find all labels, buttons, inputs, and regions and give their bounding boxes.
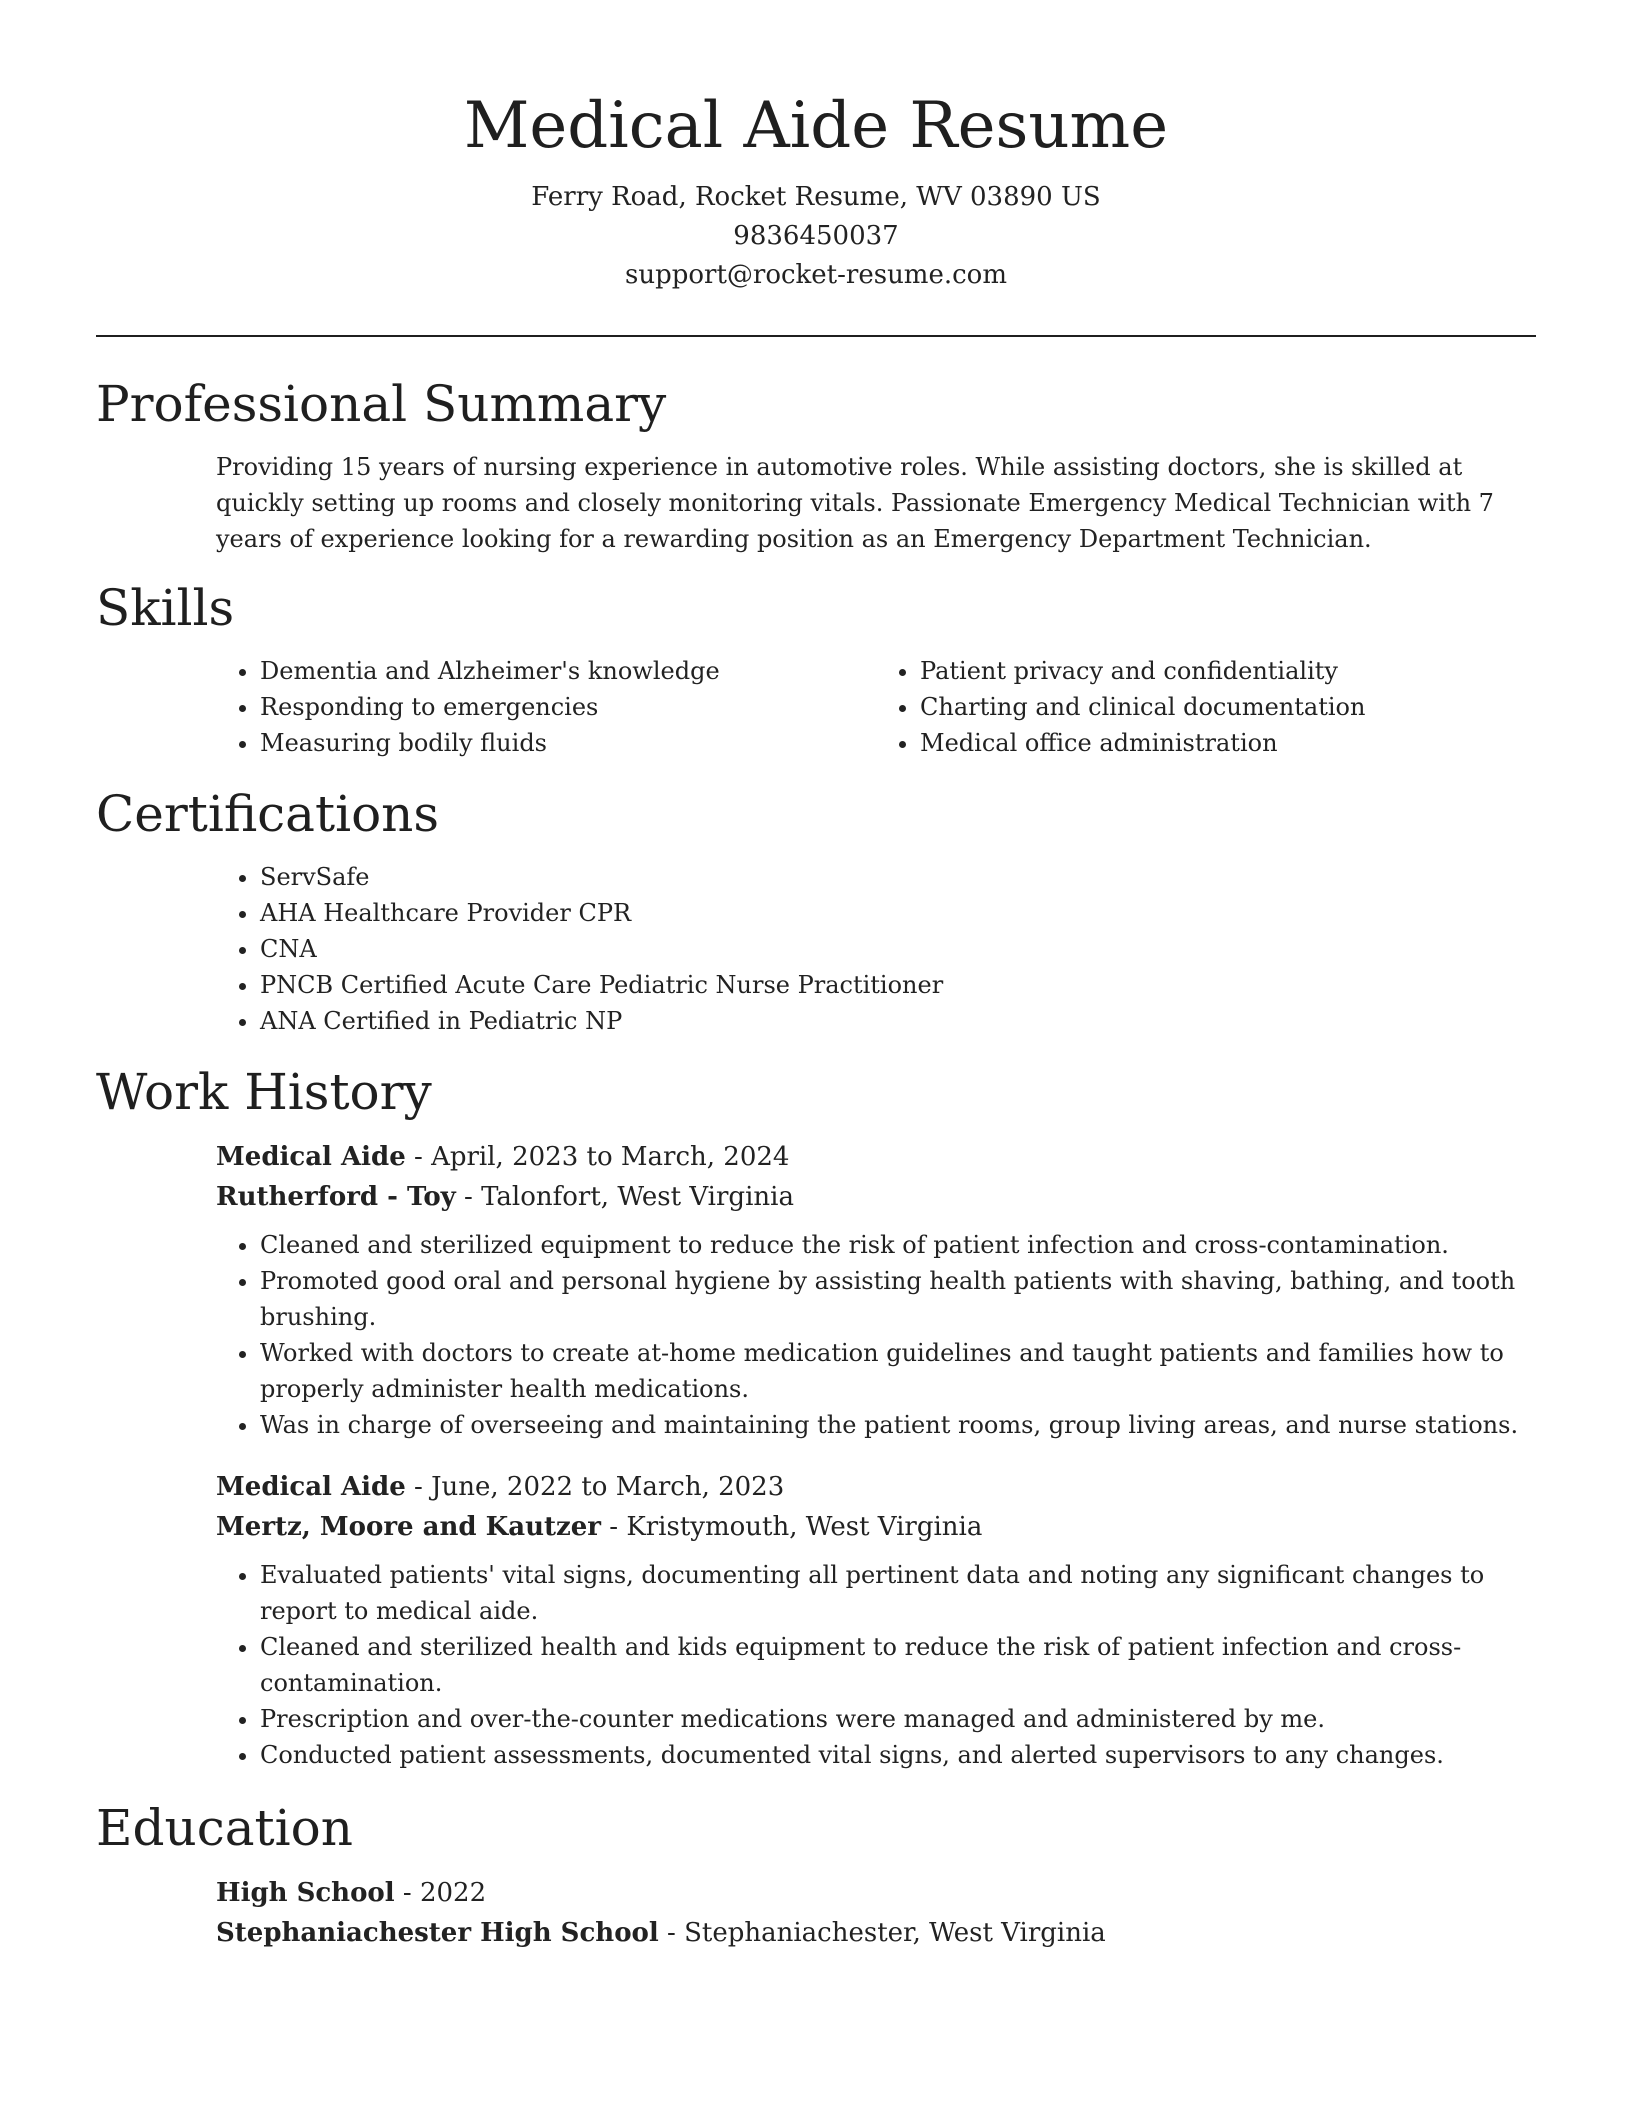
resume-header <box>96 0 1536 295</box>
certification-item: • CNA <box>260 931 1536 967</box>
job-bullet: • Prescription and over-the-counter medications were managed and administered by me. <box>260 1701 1536 1737</box>
job-company-line <box>216 1177 1536 1217</box>
skill-item: • Medical office administration <box>920 725 1536 761</box>
header-divider <box>96 335 1536 337</box>
job-entry <box>216 1467 1536 1773</box>
skills-grid <box>216 653 1536 761</box>
skills-list-left <box>216 653 876 761</box>
skill-item: • Charting and clinical documentation <box>920 689 1536 725</box>
contact-address: Ferry Road, Rocket Resume, WV 03890 US <box>531 182 1101 212</box>
skills-section <box>96 577 1536 761</box>
job-location: - Talonfort, West Virginia <box>455 1182 794 1212</box>
education-year: - 2022 <box>394 1878 487 1908</box>
job-bullets <box>216 1227 1536 1443</box>
certifications-list <box>216 859 1536 1039</box>
skills-list-right <box>876 653 1536 761</box>
work-history-body <box>216 1137 1536 1773</box>
certifications-heading: Certifications <box>96 785 440 843</box>
job-entry <box>216 1137 1536 1443</box>
job-location: - Kristymouth, West Virginia <box>601 1512 983 1542</box>
work-history-heading: Work History <box>96 1063 432 1121</box>
contact-phone: 9836450037 <box>733 221 899 251</box>
education-heading: Education <box>96 1799 353 1857</box>
certification-item: • AHA Healthcare Provider CPR <box>260 895 1536 931</box>
job-company: Rutherford - Toy <box>216 1182 456 1212</box>
summary-heading: Professional Summary <box>96 375 667 433</box>
education-degree-line <box>216 1873 1536 1913</box>
certifications-body <box>216 859 1536 1039</box>
education-body <box>216 1873 1536 1953</box>
job-dates: - April, 2023 to March, 2024 <box>405 1142 790 1172</box>
job-bullet: • Was in charge of overseeing and maintaining the patient rooms, group living areas, and nurse stations. <box>260 1407 1536 1443</box>
certification-item: • ServSafe <box>260 859 1536 895</box>
job-title-line <box>216 1467 1536 1507</box>
job-bullet: • Evaluated patients' vital signs, documenting all pertinent data and noting any significant changes to report to medical aide. <box>260 1557 1536 1629</box>
resume-page <box>96 0 1536 1953</box>
education-school-line <box>216 1913 1536 1953</box>
job-bullet: • Cleaned and sterilized equipment to reduce the risk of patient infection and cross-contamination. <box>260 1227 1536 1263</box>
job-title-line <box>216 1137 1536 1177</box>
education-school: Stephaniachester High School <box>216 1918 659 1948</box>
job-bullet: • Worked with doctors to create at-home medication guidelines and taught patients and families how to properly administer health medications. <box>260 1335 1536 1407</box>
education-degree: High School <box>216 1878 395 1908</box>
resume-title: Medical Aide Resume <box>463 89 1169 163</box>
contact-email: support@rocket-resume.com <box>624 260 1007 290</box>
job-role: Medical Aide <box>216 1472 406 1502</box>
skill-item: • Patient privacy and confidentiality <box>920 653 1536 689</box>
education-location: - Stephaniachester, West Virginia <box>658 1918 1106 1948</box>
skill-item: • Dementia and Alzheimer's knowledge <box>260 653 876 689</box>
summary-text: Providing 15 years of nursing experience in automotive roles. While assisting doctors, she is skilled at quickly setting up rooms and closely monitoring vitals. Passionate Emergency Medical Technician with 7 years of experience looking for a rewarding position as an Emergency Department Technician. <box>216 453 1494 553</box>
job-bullets <box>216 1557 1536 1773</box>
certification-item: • ANA Certified in Pediatric NP <box>260 1003 1536 1039</box>
summary-section <box>96 373 1536 557</box>
skill-item: • Responding to emergencies <box>260 689 876 725</box>
skill-item: • Measuring bodily fluids <box>260 725 876 761</box>
job-bullet: • Cleaned and sterilized health and kids equipment to reduce the risk of patient infection and cross-contamination. <box>260 1629 1536 1701</box>
contact-info <box>96 178 1536 295</box>
job-bullet: • Conducted patient assessments, documented vital signs, and alerted supervisors to any changes. <box>260 1737 1536 1773</box>
job-company: Mertz, Moore and Kautzer <box>216 1512 601 1542</box>
certifications-section <box>96 783 1536 1039</box>
education-section <box>96 1797 1536 1953</box>
skills-heading: Skills <box>96 579 235 637</box>
job-company-line <box>216 1507 1536 1547</box>
skills-body <box>216 653 1536 761</box>
job-role: Medical Aide <box>216 1142 406 1172</box>
job-dates: - June, 2022 to March, 2023 <box>405 1472 785 1502</box>
job-bullet: • Promoted good oral and personal hygiene by assisting health patients with shaving, bathing, and tooth brushing. <box>260 1263 1536 1335</box>
certification-item: • PNCB Certified Acute Care Pediatric Nurse Practitioner <box>260 967 1536 1003</box>
work-history-section <box>96 1061 1536 1773</box>
